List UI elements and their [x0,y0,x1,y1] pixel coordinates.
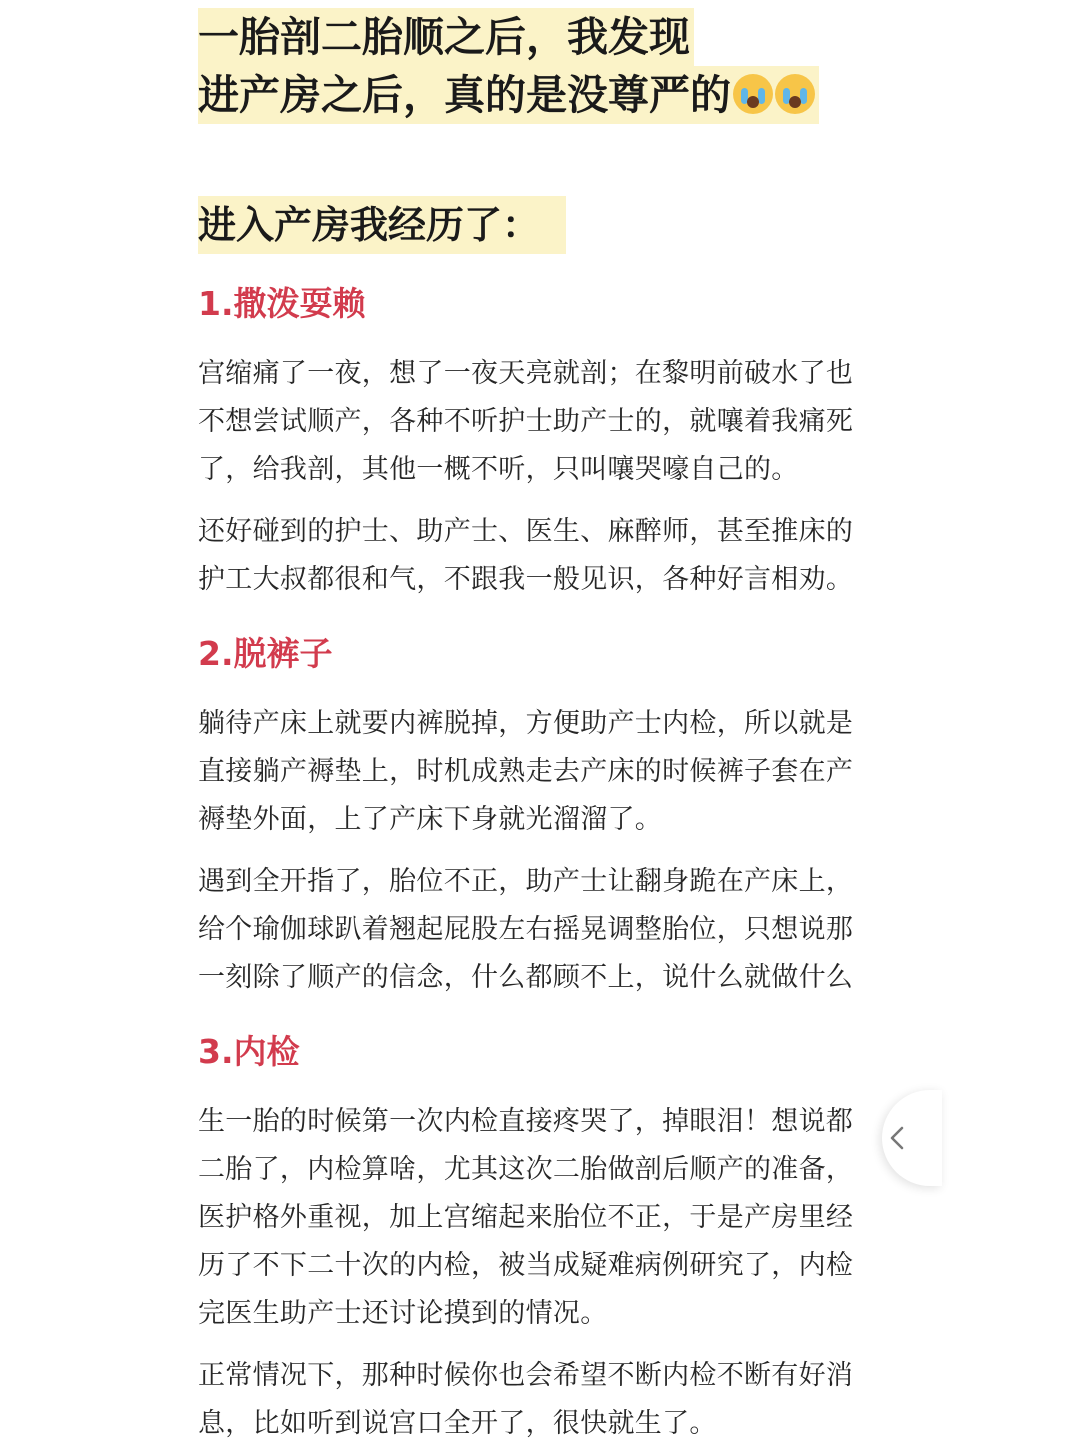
article [198,8,866,1448]
title-line-2 [198,66,819,124]
section-heading: 进入产房我经历了： [198,196,866,254]
subheading-1: 1.撒泼耍赖 [198,284,366,323]
paragraph: 正常情况下，那种时候你也会希望不断内检不断有好消息，比如听到说宫口全开了，很快就生了。 [198,1360,854,1439]
chevron-left-icon [890,1126,904,1150]
paragraph: 生一胎的时候第一次内检直接疼哭了，掉眼泪！想说都二胎了，内检算啥，尤其这次二胎做剖后顺产的准备，医护格外重视，加上宫缩起来胎位不正，于是产房里经历了不下二十次的内检，被当成疑难病例研究了，内检完医生助产士还讨论摸到的情况。 [198,1106,854,1329]
article-title [198,8,866,124]
subheading-3: 3.内检 [198,1032,300,1071]
title-line-1: 一胎剖二胎顺之后，我发现 [198,8,694,66]
paragraph: 遇到全开指了，胎位不正，助产士让翻身跪在产床上，给个瑜伽球趴着翘起屁股左右摇晃调整胎位，只想说那一刻除了顺产的信念，什么都顾不上，说什么就做什么 [198,866,854,993]
paragraph: 宫缩痛了一夜，想了一夜天亮就剖；在黎明前破水了也不想尝试顺产，各种不听护士助产士的，就嚷着我痛死了，给我剖，其他一概不听，只叫嚷哭嚎自己的。 [198,358,854,485]
subheading-2: 2.脱裤子 [198,634,333,673]
loudly-crying-face-icon [733,74,773,114]
paragraph: 还好碰到的护士、助产士、医生、麻醉师，甚至推床的护工大叔都很和气，不跟我一般见识，各种好言相劝。 [198,516,854,595]
paragraph: 躺待产床上就要内裤脱掉，方便助产士内检，所以就是直接躺产褥垫上，时机成熟走去产床的时候裤子套在产褥垫外面，上了产床下身就光溜溜了。 [198,708,854,835]
collapse-side-button[interactable] [882,1090,942,1186]
loudly-crying-face-icon [775,74,815,114]
title-line-2-text: 进产房之后，真的是没尊严的 [198,71,731,119]
